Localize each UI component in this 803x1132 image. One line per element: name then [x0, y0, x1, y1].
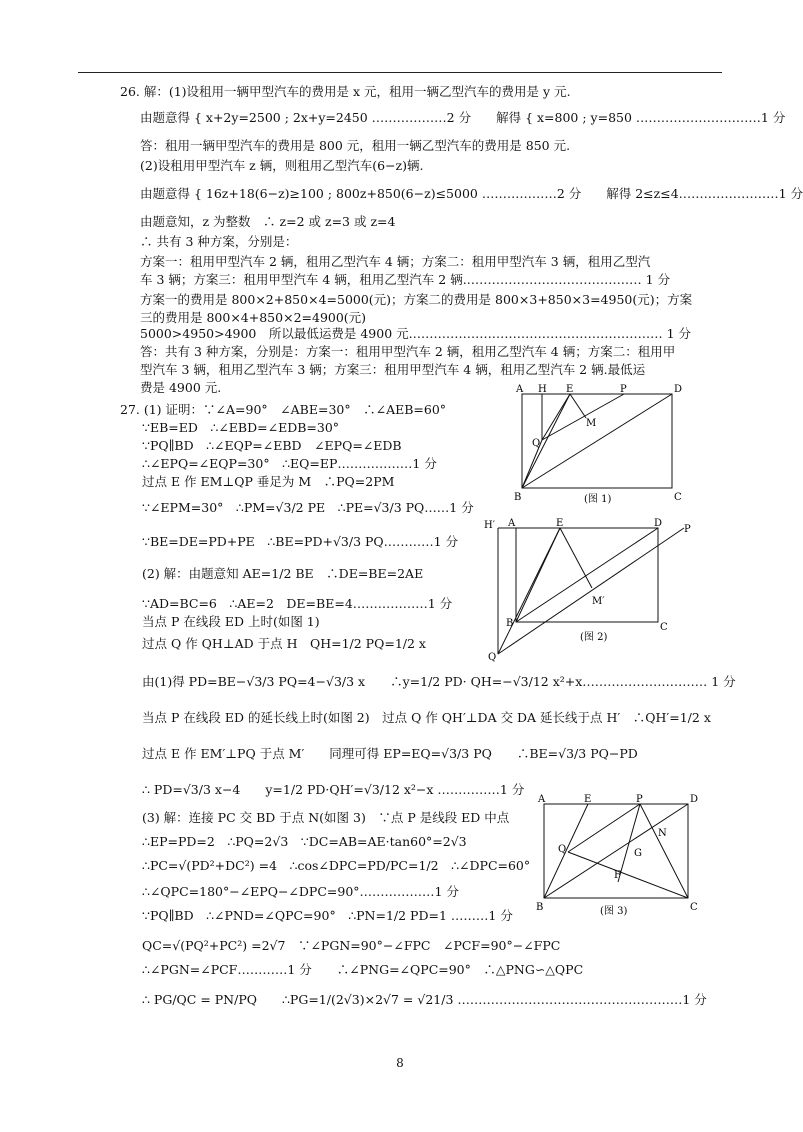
- q26-line-4: (2)设租用甲型汽车 z 辆，则租用乙型汽车(6−z)辆.: [140, 158, 424, 173]
- q26-line-9: 车 3 辆；方案三：租用甲型汽车 4 辆，租用乙型汽车 2 辆.…………………………………… 1 分: [140, 272, 671, 287]
- fig3-label-D: D: [690, 794, 699, 805]
- fig3-label-N: N: [658, 828, 667, 839]
- q26-line-12: 5000>4950>4900 所以最低运费是 4900 元.…………………………………………………… 1 分: [140, 326, 692, 341]
- fig1-label-B: B: [514, 492, 522, 503]
- fig1-label-A: A: [516, 384, 524, 395]
- fig3-label-F: F: [614, 870, 621, 881]
- fig1-label-D: D: [674, 384, 683, 395]
- q27-line-11: 过点 Q 作 QH⊥AD 于点 H QH=1/2 PQ=1/2 x: [142, 636, 426, 651]
- fig2-caption: (图 2): [580, 632, 608, 643]
- fig3-caption: (图 3): [600, 906, 628, 917]
- q27-line-9: ∵AD=BC=6 ∴AE=2 DE=BE=4………………1 分: [142, 596, 453, 611]
- q26-line-14: 型汽车 3 辆，租用乙型汽车 3 辆；方案三：租用甲型汽车 4 辆，租用乙型汽车 2 辆.最低运: [140, 362, 646, 377]
- q27-line-19: ∴∠QPC=180°−∠EPQ−∠DPC=90°………………1 分: [142, 884, 459, 899]
- q27-line-1: 27. (1) 证明：∵∠A=90° ∠ABE=30° ∴∠AEB=60°: [120, 402, 447, 417]
- q27-line-5: 过点 E 作 EM⊥QP 垂足为 M ∴PQ=2PM: [142, 474, 395, 489]
- fig3-label-C: C: [690, 902, 698, 913]
- fig2-label-C: C: [660, 622, 668, 633]
- fig1-label-M: M: [586, 418, 597, 429]
- fig3-label-G: G: [634, 848, 642, 859]
- fig2-label-D: D: [654, 518, 663, 529]
- fig2-label-B: B: [506, 618, 514, 629]
- q26-line-1: 26. 解：(1)设租用一辆甲型汽车的费用是 x 元，租用一辆乙型汽车的费用是 y 元.: [120, 84, 571, 99]
- q26-line-7: ∴ 共有 3 种方案，分别是：: [140, 234, 298, 249]
- q27-line-21: QC=√(PQ²+PC²) =2√7 ∵∠PGN=90°−∠FPC ∠PCF=90°−∠FPC: [142, 938, 561, 953]
- fig3-label-E: E: [584, 794, 592, 805]
- q27-line-18: ∴PC=√(PD²+DC²) =4 ∴cos∠DPC=PD/PC=1/2 ∴∠DPC=60°: [142, 858, 531, 873]
- q27-line-16: (3) 解：连接 PC 交 BD 于点 N(如图 3) ∵点 P 是线段 ED 中点: [142, 810, 510, 825]
- q27-line-15: ∴ PD=√3/3 x−4 y=1/2 PD·QH′=√3/12 x²−x ……………1 分: [142, 782, 525, 797]
- header-rule: [78, 72, 722, 73]
- q27-line-22: ∴∠PGN=∠PCF…………1 分 ∴∠PNG=∠QPC=90° ∴△PNG∽△QPC: [142, 962, 584, 977]
- q27-line-3: ∵PQ∥BD ∴∠EQP=∠EBD ∠EPQ=∠EDB: [142, 438, 402, 453]
- fig1-label-E: E: [566, 384, 574, 395]
- q27-line-14: 过点 E 作 EM′⊥PQ 于点 M′ 同理可得 EP=EQ=√3/3 PQ ∴BE=√3/3 PQ−PD: [142, 746, 638, 761]
- fig3-label-A: A: [538, 794, 546, 805]
- page-number: 8: [396, 1056, 404, 1070]
- q27-line-2: ∵EB=ED ∴∠EBD=∠EDB=30°: [142, 420, 340, 435]
- q27-line-10: 当点 P 在线段 ED 上时(如图 1): [142, 614, 320, 629]
- fig3-label-Q: Q: [558, 844, 567, 855]
- q27-line-7: ∵BE=DE=PD+PE ∴BE=PD+√3/3 PQ…………1 分: [142, 534, 459, 549]
- figure-1: [508, 380, 688, 508]
- q26-line-13: 答：共有 3 种方案，分别是：方案一：租用甲型汽车 2 辆，租用乙型汽车 4 辆；方案二：租用甲: [140, 344, 676, 359]
- q26-line-2: 由题意得 { x+2y=2500 ; 2x+y=2450 ………………2 分 解得 { x=800 ; y=850 …………………………1 分: [140, 110, 786, 125]
- fig1-label-Q: Q: [532, 438, 541, 449]
- figure-2: [480, 514, 690, 664]
- q26-line-5: 由题意得 { 16z+18(6−z)≥100 ; 800z+850(6−z)≤5000 ………………2 分 解得 2≤z≤4……………………1 分: [140, 186, 803, 201]
- q27-line-4: ∴∠EPQ=∠EQP=30° ∴EQ=EP………………1 分: [142, 456, 437, 471]
- fig2-label-A: A: [508, 518, 516, 529]
- q26-line-10: 方案一的费用是 800×2+850×4=5000(元)；方案二的费用是 800×3+850×3=4950(元)；方案: [140, 292, 693, 307]
- fig1-caption: (图 1): [584, 494, 612, 505]
- fig2-label-E: E: [556, 518, 564, 529]
- q27-line-20: ∵PQ∥BD ∴∠PND=∠QPC=90° ∴PN=1/2 PD=1 ………1 分: [142, 908, 513, 923]
- q27-line-13: 当点 P 在线段 ED 的延长线上时(如图 2) 过点 Q 作 QH′⊥DA 交 DA 延长线于点 H′ ∴QH′=1/2 x: [142, 710, 711, 725]
- fig1-label-C: C: [674, 492, 682, 503]
- fig3-label-P: P: [636, 794, 643, 805]
- fig2-label-M-prime: M′: [592, 596, 605, 607]
- q27-line-8: (2) 解：由题意知 AE=1/2 BE ∴DE=BE=2AE: [142, 566, 424, 581]
- fig1-label-H: H: [538, 384, 547, 395]
- figure-3: [530, 790, 710, 920]
- fig2-label-Q: Q: [488, 652, 497, 663]
- q27-line-6: ∵∠EPM=30° ∴PM=√3/2 PE ∴PE=√3/3 PQ……1 分: [142, 500, 474, 515]
- q26-line-11: 三的费用是 800×4+850×2=4900(元): [140, 310, 367, 325]
- q26-line-3: 答：租用一辆甲型汽车的费用是 800 元，租用一辆乙型汽车的费用是 850 元.: [140, 138, 571, 153]
- fig2-label-H-prime: H′: [484, 520, 495, 531]
- fig2-label-P: P: [684, 524, 691, 535]
- q27-line-23: ∴ PG/QC = PN/PQ ∴PG=1/(2√3)×2√7 = √21/3 ………………………………………………1 分: [142, 992, 707, 1007]
- q26-line-6: 由题意知，z 为整数 ∴ z=2 或 z=3 或 z=4: [140, 214, 396, 229]
- q27-line-12: 由(1)得 PD=BE−√3/3 PQ=4−√3/3 x ∴y=1/2 PD· QH=−√3/12 x²+x………………………… 1 分: [142, 674, 736, 689]
- fig1-label-P: P: [620, 384, 627, 395]
- q26-line-8: 方案一：租用甲型汽车 2 辆，租用乙型汽车 4 辆；方案二：租用甲型汽车 3 辆，租用乙型汽: [140, 254, 651, 269]
- q26-line-15: 费是 4900 元.: [140, 380, 222, 395]
- fig3-label-B: B: [536, 902, 544, 913]
- q27-line-17: ∴EP=PD=2 ∴PQ=2√3 ∵DC=AB=AE·tan60°=2√3: [142, 834, 467, 849]
